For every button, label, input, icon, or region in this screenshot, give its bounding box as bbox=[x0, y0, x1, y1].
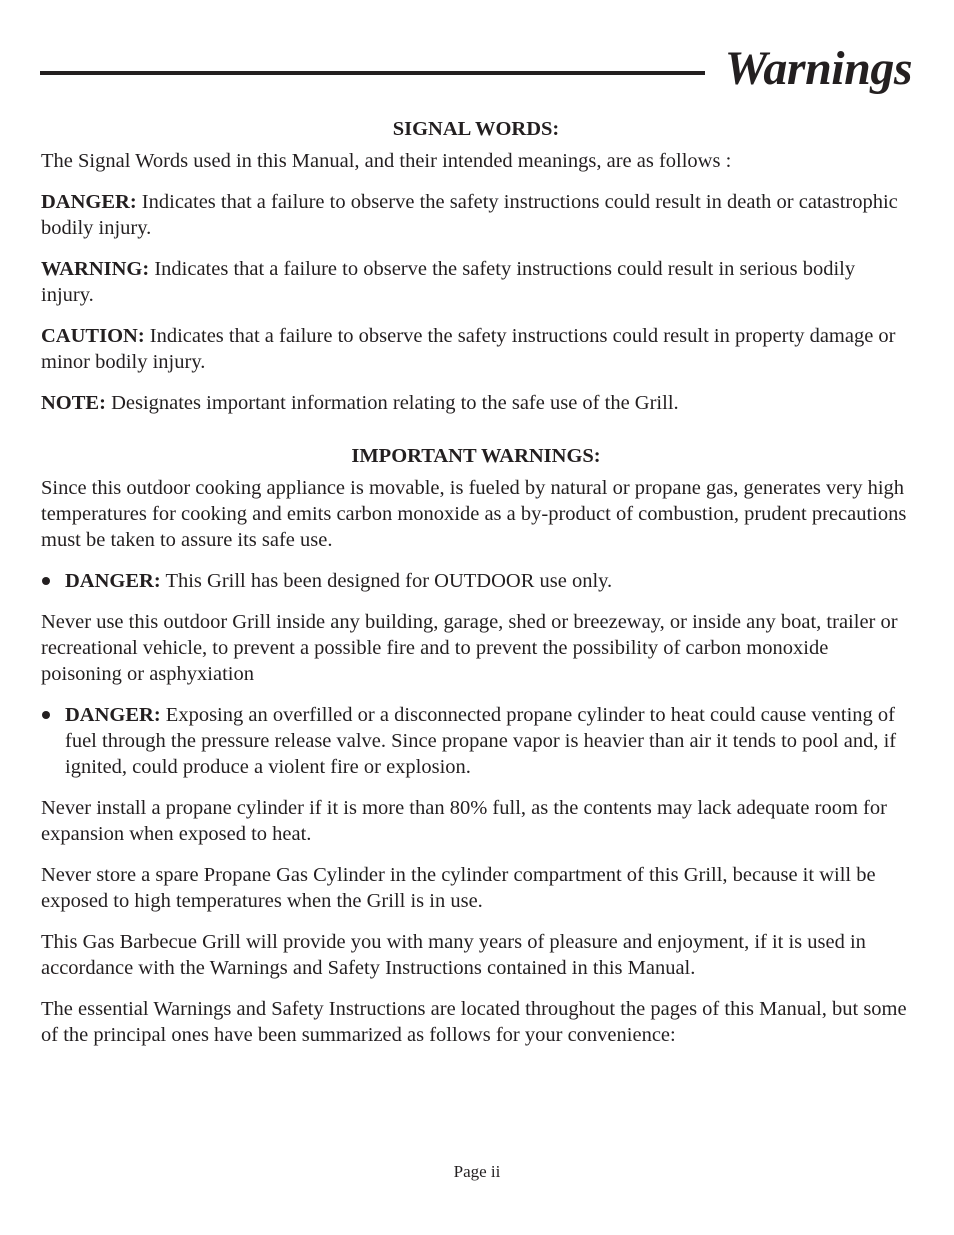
signal-word-definition: Indicates that a failure to observe the safety instructions could result in serious bodily injury. bbox=[41, 258, 856, 306]
signal-word-term: DANGER: bbox=[41, 191, 137, 213]
signal-word-definition: Designates important information relating to the safe use of the Grill. bbox=[111, 392, 679, 414]
header-rule bbox=[40, 71, 705, 75]
bullet-text: Exposing an overfilled or a disconnected propane cylinder to heat could cause venting of fuel through the pressure release valve. Since propane vapor is heavier than air it tends to pool and, if ignited, could produce a violent fire or explosion. bbox=[65, 704, 897, 778]
signal-word-term: NOTE: bbox=[41, 392, 106, 414]
bullet-term: DANGER: bbox=[65, 704, 161, 726]
page-header bbox=[40, 38, 912, 108]
warning-paragraph-enjoyment: This Gas Barbecue Grill will provide you with many years of pleasure and enjoyment, if it is used in accordance with the Warnings and Safety Instructions contained in this Manual. bbox=[41, 931, 866, 979]
important-warnings-heading: IMPORTANT WARNINGS: bbox=[351, 445, 601, 467]
signal-word-definition: Indicates that a failure to observe the safety instructions could result in death or catastrophic bodily injury. bbox=[41, 191, 898, 239]
signal-word-note bbox=[41, 390, 911, 416]
bullet-icon bbox=[42, 577, 50, 585]
bullet-term: DANGER: bbox=[65, 570, 161, 592]
page-title: Warnings bbox=[724, 42, 912, 95]
page-number: Page ii bbox=[453, 1162, 501, 1181]
warning-paragraph-spare-cylinder: Never store a spare Propane Gas Cylinder in the cylinder compartment of this Grill, because it will be exposed to high temperatures when the Grill is in use. bbox=[41, 864, 876, 912]
signal-words-heading: SIGNAL WORDS: bbox=[392, 118, 560, 140]
bullet-icon bbox=[42, 711, 50, 719]
signal-words-intro: The Signal Words used in this Manual, and their intended meanings, are as follows : bbox=[41, 150, 732, 172]
warning-paragraph-cylinder-fill: Never install a propane cylinder if it is more than 80% full, as the contents may lack adequate room for expansion when exposed to heat. bbox=[41, 797, 887, 845]
bullet-text: This Grill has been designed for OUTDOOR use only. bbox=[165, 570, 613, 592]
page-content bbox=[41, 116, 911, 1063]
signal-word-danger bbox=[41, 189, 911, 241]
signal-word-term: WARNING: bbox=[41, 258, 150, 280]
signal-word-definition: Indicates that a failure to observe the safety instructions could result in property damage or minor bodily injury. bbox=[41, 325, 896, 373]
signal-word-term: CAUTION: bbox=[41, 325, 145, 347]
warning-paragraph-indoor: Never use this outdoor Grill inside any building, garage, shed or breezeway, or inside any boat, trailer or recreational vehicle, to prevent a possible fire and to prevent the possibility of carbon monoxide poisoning or asphyxiation bbox=[41, 611, 898, 685]
warning-paragraph-summary: The essential Warnings and Safety Instructions are located throughout the pages of this Manual, but some of the principal ones have been summarized as follows for your convenience: bbox=[41, 998, 907, 1046]
important-warnings-intro: Since this outdoor cooking appliance is movable, is fueled by natural or propane gas, generates very high temperatures for cooking and emits carbon monoxide as a by-product of combustion, prudent precautions must be taken to assure its safe use. bbox=[41, 477, 907, 551]
danger-bullet-outdoor bbox=[41, 568, 911, 594]
danger-bullet-propane bbox=[41, 702, 911, 780]
signal-word-warning bbox=[41, 256, 911, 308]
signal-word-caution bbox=[41, 323, 911, 375]
